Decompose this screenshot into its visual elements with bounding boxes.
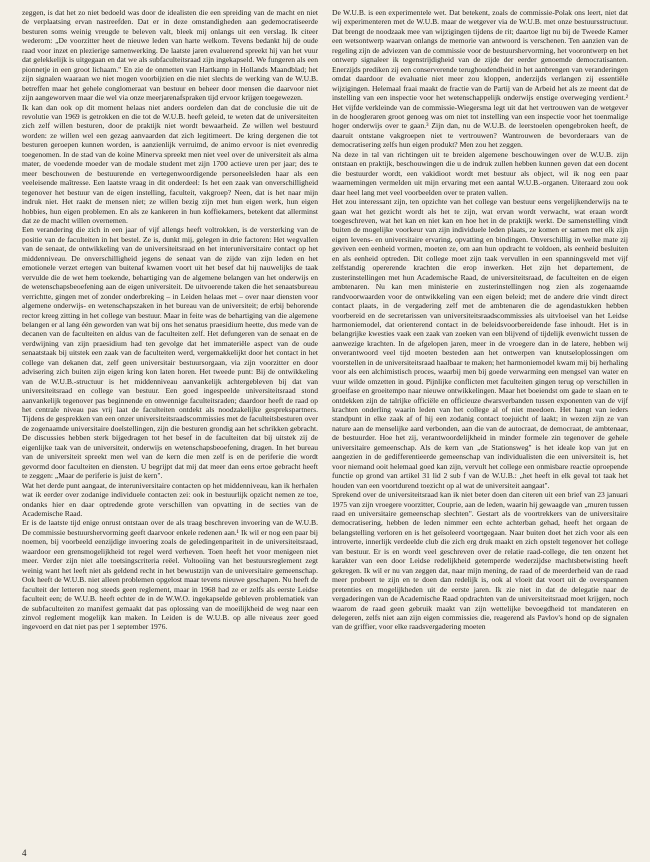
paragraph: Het zou interessant zijn, ten opzichte van het college van bestuur eens vergelijkenderwijs na te gaan wat het gezicht wordt als het te zijn, wat ervan wordt verwacht, wat eraan wordt toegeschreven, wat het kan en niet kan en hoe het in de praktijk werkt. De samenstelling vindt buiten de mogelijke voorkeur van zijn individuele leden plaats, ze komen er samen met elk zijn eigen levens- en universitaire ervaring, opvatting en bindingen. Onverschillig in welke mate zij geviven een eenheid vormen, moeten ze, om aan hun opdracht te voldoen, als eenheid besluiten en als eenheid optreden. Dit college moet zijn taak vervullen in een spanningsveld met vijf zelfstandig opererende krachten die erop inwerken. Het zijn het departement, de zusterinstellingen met hun Academische Raad, de universiteitsraad, de faculteiten en de eigen ambtenaren. Nu kan men ministerie en zusterinstellingen nog zien als zogenaamde randvoorwaarden voor de ontwikkeling van een eigen beleid; met de andere drie vindt direct contact plaats, in de vergadering zelf met de ambtenaren die de agendastukken hebben voorbereid en de secretarissen van universiteitsraadscommissies als uitvloeisel van het Leidse harmoniemodel, dat orienterend contact in de beleidsvoorbereidende fase inhoudt. Het is in belangrijke kwesties vaak een zaak van zoeken van een blijvend of tijdelijk evenwicht tussen de aanwezige krachten. In de afgelopen jaren, meer in de vroegere dan in de latere, hebben wij onverantwoord veel tijd moeten besteden aan het ontwerpen van knutseloplossingen om voorstellen in de universiteitsraad haalbaar te maken; het harmoniemodel kwam mij bij herhaling voor als een alchimistisch proces, waarbij men bij goede verwarming een mengsel van water en vuur wilde omzetten in goud. Pijnlijke conflicten met faculteiten gingen terug op verschillen in groeifase en groeitempo naar nieuwe ontwikkelingen. Maar het boeiendst om gade te slaan en te ontdekken zijn de talrijke officiële en officieuze dwarsverbanden tussen exponenten van de vijf krachten onderling waarin leden van het college al of niet meedoen. Het hangt van ieders standpunt in elke zaak af of hij een zodanig contact toejuicht of laakt; in wezen zijn ze van nature aan de menselijke aard verbonden, aan die van de autocraat, de democraat, de ambtenaar, de bestuurder. Hoe het zij, verantwoordelijkheid in minder formele zin tegenover de gehele universitaire gemeenschap. Als de kern van „de Stationsweg" is het ideale kop van jut en aangezien in de gedifferentieerde gemeenschap van individualisten die een universiteit is, het voor niemand ooit helemaal goed kan zijn, vervult het college een onmisbare reactie oproepende functie op grond van artikel 31 lid 2 sub f van de W.U.B.: „het heeft in elk geval tot taak het houden van een voortdurend toezicht op al wat de universiteit aangaat".	[332, 197, 628, 490]
paragraph: Wat het derde punt aangaat, de interuniversitaire contacten op het middenniveau, kan ik herhalen wat ik eerder over zodanige individuele contacten zei: ook in bestuurlijk opzicht nemen ze toe, ondanks hier en daar optredende grote verschillen van opvatting in de secties van de Academische Raad.	[22, 480, 318, 519]
right-column	[332, 8, 628, 846]
left-column	[22, 8, 318, 846]
paragraph: Een verandering die zich in een jaar of vijf allengs heeft voltrokken, is de versterking van de positie van de faculteiten in het bestel. Ze is, dunkt mij, gelegen in drie factoren: Het wegvallen van de senaat, de ontwikkeling van de universiteitsraad en het interuniversitaire contact op het middenniveau. De onverschilligheid jegens de senaat van de zijde van zijn leden en het emotionele verzet ertegen van buitenaf kwamen voort uit het besef dat hij nauwelijks de taak vervulde die de wet hem toekende, behartiging van de algemene belangen van het onderwijs en de wetenschapsbeoefening aan de eigen universiteit. De uitvoerende taken die het senaatsbureau verrichtte, gingen met of zonder onderbreking – in Leiden helaas met – over naar diensten voor algemene onderwijs- en wetenschapszaken in het bureau van de universiteit; de erbij behorende rector kreeg zitting in het college van bestuur. Maar in feite was de behartiging van die algemene belangen er al lang één geworden van wat bij ons het senatus praesidium heette, dus mede van de decanen van de faculteiten en aldus van de faculteiten zelf. Het defungeren van de senaat en de verdwijning van zijn praesidium had ten gevolge dat het immateriële aspect van de oude senaatstaak bij uitstek een zaak van de faculteiten werd, vergemakkelijkt door het contact in het college van dekanen dat, zelf geen universitair bestuursorgaan, via zijn voorzitter en door advisering zich buiten zijn eigen kring kon laten horen. Het tweede punt: Bij de ontwikkeling van de W.U.B.-structuur is het middenniveau aanvankelijk achtergebleven bij dat van universiteitsraad en college van bestuur. Een goed ingespeelde universiteitsraad stond aanvankelijk tegenover pas beginnende en onwennige faculteitsraden; daardoor heeft de raad op het centrale niveau pas vrij laat de faculteiten ontdekt als noodzakelijke gesprekspartners. Tijdens de gesprekken van een onzer universiteitsraadscommissies met de faculteitsbesturen over de zogenaamde universitaire doelstellingen, zijn die besturen grondig aan het schrikken gebracht. De discussies hebben sterk bijgedragen tot het besef in de faculteiten dat bij uitstek zij de eigenlijke taak van de universiteit, onderwijs en wetenschapsbeoefening, dragen. In het bureau van de universiteit spreekt men wel van de kern die men zelf is en de periferie die wordt gevormd door faculteiten en diensten. U begrijpt dat mij dat meer dan eens ertoe gebracht heeft te zeggen: „Maar de periferie is juist de kern".	[22, 225, 318, 481]
paragraph: Er is de laatste tijd enige onrust ontstaan over de als traag beschreven invoering van de W.U.B. De commissie bestuurshervorming geeft daarvoor enkele redenen aan.¹ Ik wil er nog een paar bij noemen, bij voorbeeld eenzijdige invoering zoals de geledingenpariteit in de universiteitsraad, waardoor een grensmogelijkheid tot regel werd verheven. Toen heeft het voor menigeen niet meer. Verder zijn niet alle toetsingscriteria reëel. Voltooiing van het bestuursreglement zegt weinig want het leeft niet als geldend recht in het bewustzijn van de universitaire gemeenschap. Ook heeft de W.U.B. niet alleen problemen opgelost maar tevens nieuwe geschapen. Nu heeft de faculteit der letteren nog steeds geen reglement, maar in 1968 had ze er zelfs als eerste Leidse faculteit een; de W.U.B. heeft echter de in de W.W.O. ingekapselde gebleven problematiek van de subfaculteiten zo manifest gemaakt dat pas oplossing van de moeilijkheid de weg naar een zinvol reglement mogelijk kan maken. In Leiden is de W.U.B. op alle niveaus zeer goed ingevoerd en dat niet pas per 1 september 1976.	[22, 518, 318, 632]
paragraph: De W.U.B. is een experimentele wet. Dat betekent, zoals de commissie-Polak ons leert, niet dat wij experimenteren met de W.U.B. maar de wetgever via de W.U.B. met onze bestuursstructuur. Dat brengt de noodzaak mee van wijzigingen tijdens de rit; daartoe ligt nu bij de Tweede Kamer een wetsontwerp waarvan onlangs de memorie van antwoord is verschenen. Ten aanzien van de regeling zijn de adviezen van de commissie voor de bestuurshervorming, het voorontwerp en het ontwerp signaleer ik tegenstrijdigheid van de zijde der eerder genoemde democratisanten. Enerzijds prediken zij een conserverende terughoudendheid in het aanbrengen van veranderingen omdat daardoor de evaluatie niet meer zou kloppen, anderzijds verlangen zij essentiële wijzigingen. Helemaal fraai maakt de fractie van de Partij van de Arbeid het als ze meent dat de instelling van een inspectie voor het wetenschappelijk onderwijs enstige overweging verdient.² Het vijfde verkleinde van de commissie-Wiegersma legt uit dat het vertrouwen van de wetgever in de hoogleraren groot genoeg was om niet tot instelling van een inspectie voor het toenmalige hoger onderwijs over te gaan.³ Zijn dan, nu de W.U.B. de leerstoelen opengebroken heeft, de daaruit ontstane vakgroepen niet te vertrouwen? Wantrouwen de bevorderaars van de democratisering zelfs hun eigen produkt? Men zou het zeggen.	[332, 8, 628, 150]
text-columns	[22, 8, 628, 846]
paragraph: Na deze in tal van richtingen uit te breiden algemene beschouwingen over de W.U.B. zijn ontstaan en praktijk, beschouwingen die u de indruk zullen hebben kunnen geven dat een docent die bestuurder wordt, een vakidioot wordt met bestuur als object, wil ik nog een paar waarnemingen vermelden uit mijn ervaring met een aantal W.U.B.-organen. Uiteraard zou ook daar heel lang met veel voorbeelden over te praten vallen.	[332, 149, 628, 197]
paragraph: Ik kan dan ook op dit moment helaas niet anders oordelen dan dat de conclusie die uit de revolutie van 1969 is getrokken en die tot de W.U.B. heeft geleid, te weten dat de universiteiten zich zelf willen besturen, door de praktijk niet wordt bewaarheid. Ze willen wel bestuurd worden: ze willen wel een gezag aanvaarden dat zich legitimeert. De kring dergenen die tot besturen geroepen kunnen worden, is aanzienlijk verruimd, de animo ervoor is niet evenredig toegenomen. In de stad van de koine Minerva spreekt men niet veel over de universiteit als alma mater, de voedende moeder van de modale student met zijn 1700 actieve uren per jaar; des te meer beschouwen de bestuurende en vertegenwoordigende personeelsleden haar als een veeleisende maîtresse. Een laatste vraag in dit onderdeel: Is het een zaak van onverschilligheid tegenover het bestuur van de eigen instelling, faculteit, vakgroep? Neen, dat is het naar mijn indruk niet. Het raakt de mensen niet; ze willen bezig zijn met hun eigen werk, hun eigen hobbies, hun eigen problemen. En als ze kankeren in hun koffiekamers, betekent dat allerminst dat ze de macht willen overnemen.	[22, 102, 318, 225]
paragraph: zeggen, is dat het zo niet bedoeld was door de idealisten die een spreiding van de macht en niet de verplaatsing ervan nastreefden. Dat er in deze omstandigheden aan gedemocratiseerde besturen soms weinig vreugde te beleven valt, bleek mij onlangs uit een verslag. Ik citeer wederom: „De voorzitter heet de nieuwe leden van harte welkom. Tevens bedankt hij de oude raad voor inzet en plezierige samenwerking. De laatste jaren evaluerend spreekt hij van het vuur dat gelekkelijk is uitgegaan en dat we als subfaculteitsraad zijn ingekapseld. We fungeren als een pionnetje in een groot lichaam." En zie de onmetten van Hartkamp in Hollands Maandblad; het zijn signalen waaraan we niet mogen voorbijzien en die niet slechts de werking van de W.U.B. betreffen maar het gehele conglomeraat van bestuur en beheer door mensen die daarvoor niet zijn aangeworven maar die wel via onze meerjarenafspraken tijd ervoor krijgen toegewezen.	[22, 8, 318, 103]
page-number: 4	[22, 848, 27, 858]
paragraph: Sprekend over de universiteitsraad kan ik niet beter doen dan citeren uit een brief van 23 januari 1975 van zijn vroegere voorzitter, Couprie, aan de leden, waarin hij gewaagde van „muren tussen raad en universitaire gemeenschap slechten". Gestart als de voortrekkers van de universitaire democratisering, hebben de leden nimmer een echte achterban gehad, heeft het orgaan de belangstelling verloren en is het geïsoleerd voortgegaan. Naar buiten doet het zich voor als een introverte, innerlijk verdeelde club die zich erg druk maakt en zich opstelt tegenover het college van bestuur. Er is en wordt veel geschreven over de relatie raad-college, die ten onzent het karakter van een door Leidse redelijkheid getemperde wederzijdse machtsbetwisting heeft gekregen. Ik wil er nu van zeggen dat, naar mijn mening, de raad of de meerderheid van de raad meer probeert te zijn en te doen dan redelijk is, ook al vloeit dat voort uit de overspannen pretenties en mogelijkheden uit de eerste jaren. Ik zie niet in dat de delegatie naar de vergaderingen van de Academische Raad opdrachten van de universiteitsraad moet krijgen, noch waarom de raad geen gebruik maakt van zijn wettelijke bevoegdheid tot mandateren en delegeren, zelfs niet aan zijn eigen commissies die, reagerend als Pavlov's hond op de signalen van de griffier, voor elke raadsvergadering moeten	[332, 490, 628, 632]
